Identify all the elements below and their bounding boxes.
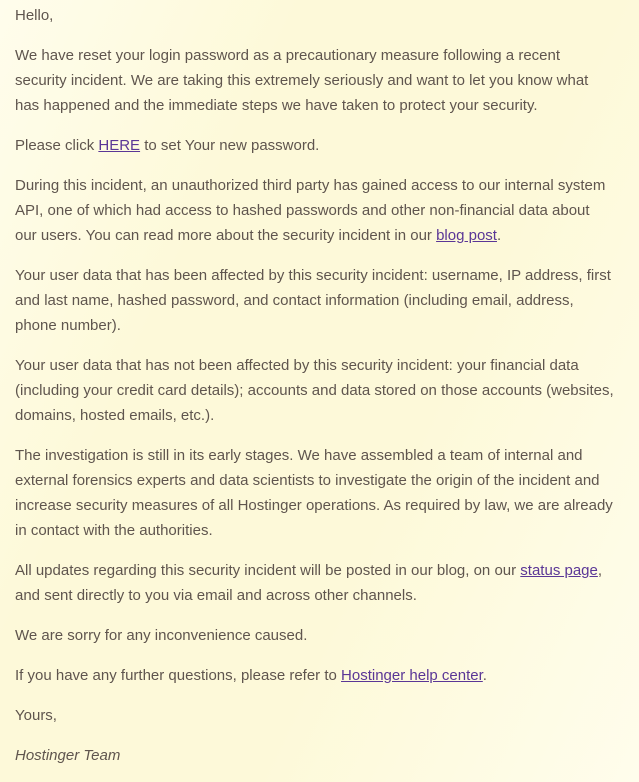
- help-center-link[interactable]: Hostinger help center: [341, 667, 483, 684]
- text-segment: to set Your new password.: [140, 137, 320, 154]
- text-segment: The investigation is still in its early stages. We have assembled a team of internal and external forensics experts and data scientists to investigate the origin of the incident and increase security measures of all Hostinger operations. As required by law, we are already in contact with the authorities.: [15, 447, 613, 539]
- text-segment: We have reset your login password as a precautionary measure following a recent security incident. We are taking this extremely seriously and want to let you know what has happened and the immediate steps we have taken to protect your security.: [15, 47, 589, 114]
- paragraph-reset-password: [15, 133, 615, 158]
- text-segment: All updates regarding this security incident will be posted in our blog, on our: [15, 562, 521, 579]
- text-segment: During this incident, an unauthorized third party has gained access to our internal system API, one of which had access to hashed passwords and other non-financial data about our users. You can read more about the security incident in our: [15, 177, 606, 244]
- text-segment: We are sorry for any inconvenience caused.: [15, 627, 308, 644]
- text-segment: Hostinger Team: [15, 747, 121, 764]
- paragraph-affected-data: [15, 263, 615, 338]
- paragraph-apology: [15, 623, 615, 648]
- text-segment: Hello,: [15, 7, 54, 24]
- paragraph-greeting: [15, 3, 615, 28]
- paragraph-updates: [15, 558, 615, 608]
- paragraph-intro: [15, 43, 615, 118]
- status-page-link[interactable]: status page: [520, 562, 598, 579]
- paragraph-further-questions: [15, 663, 615, 688]
- text-segment: Please click: [15, 137, 99, 154]
- text-segment: .: [496, 227, 502, 244]
- text-segment: Yours,: [15, 707, 57, 724]
- paragraph-investigation: [15, 443, 615, 543]
- paragraph-signoff: [15, 703, 615, 728]
- paragraph-not-affected-data: [15, 353, 615, 428]
- text-segment: Your user data that has been affected by this security incident: username, IP address, first and last name, hashed password, and contact information (including email, address, phone number).: [15, 267, 611, 334]
- text-segment: Your user data that has not been affected by this security incident: your financial data (including your credit card details); accounts and data stored on those accounts (websites, domains, hosted emails, etc.).: [15, 357, 614, 424]
- paragraph-incident-details: [15, 173, 615, 248]
- paragraph-signature: [15, 743, 615, 768]
- blog-post-link[interactable]: blog post: [436, 227, 497, 244]
- text-segment: , and sent directly to you via email and across other channels.: [15, 562, 603, 604]
- text-segment: .: [482, 667, 487, 684]
- here-link[interactable]: HERE: [98, 137, 141, 154]
- text-segment: If you have any further questions, please refer to: [15, 667, 342, 684]
